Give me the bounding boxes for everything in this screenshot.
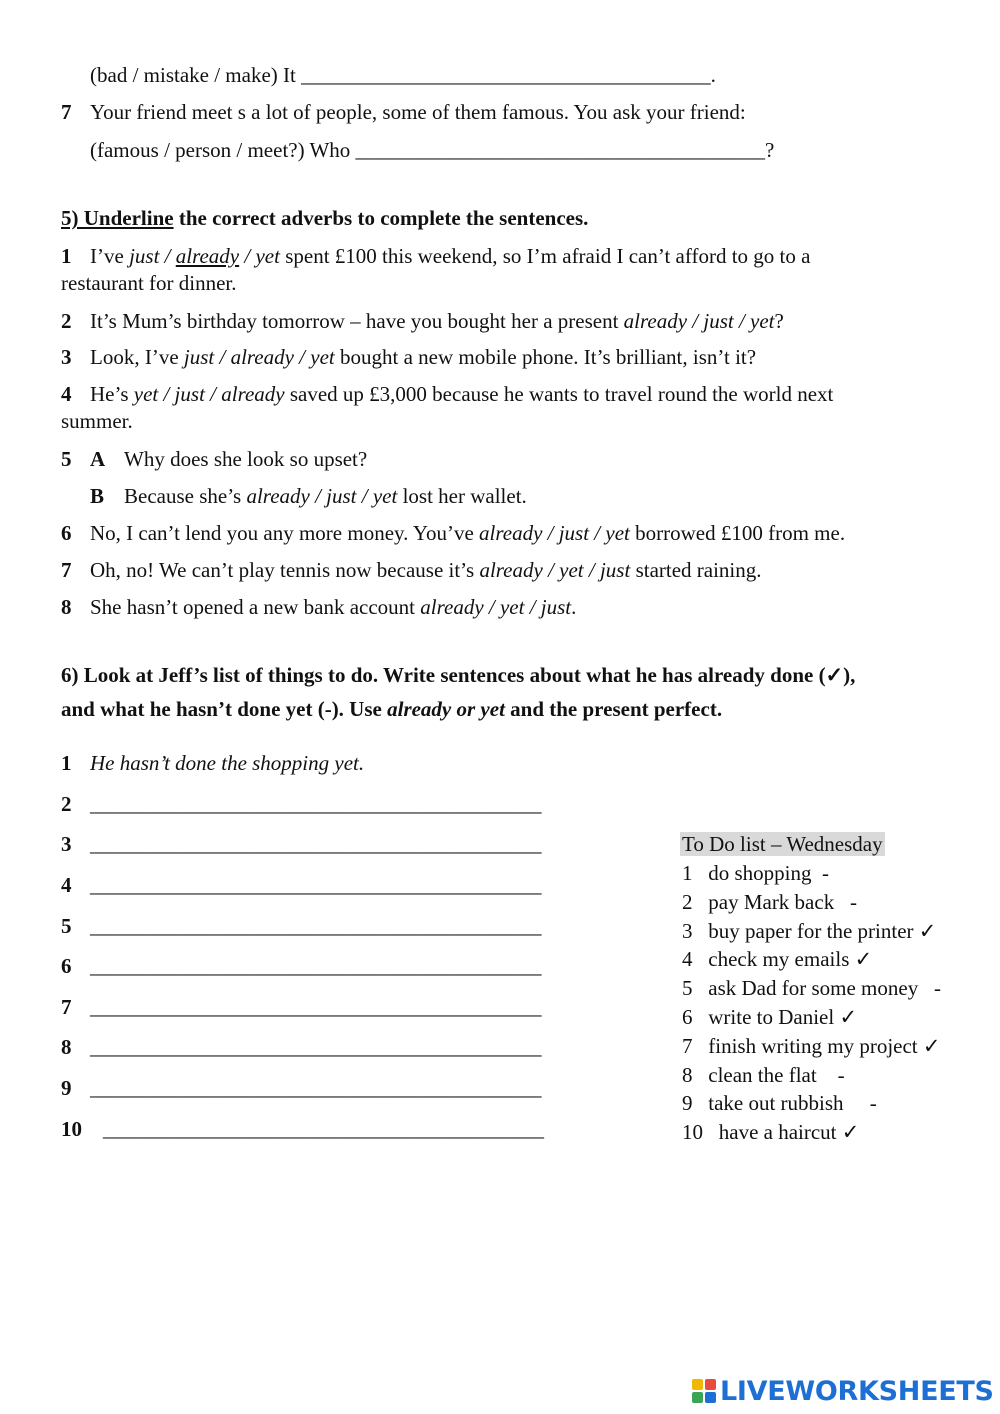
s5-item-1 bbox=[90, 244, 810, 269]
answer-number: 9 bbox=[61, 1076, 72, 1100]
answer-number: 5 bbox=[61, 914, 72, 938]
adverb-options[interactable]: already / just / yet bbox=[623, 309, 775, 333]
adverb-options[interactable]: yet / just / already bbox=[133, 382, 285, 406]
answer-line[interactable]: ___________________________________________ bbox=[90, 995, 542, 1019]
todo-item: 4 check my emails ✓ bbox=[682, 947, 873, 972]
todo-item: 1 do shopping - bbox=[682, 861, 829, 885]
s5-item-7-post: started raining. bbox=[630, 558, 762, 582]
s5-item-6-pre: No, I can’t lend you any more money. You’ve bbox=[90, 521, 480, 545]
s5-item-5-number: 5 bbox=[61, 447, 72, 471]
s5-item-4-pre: He’s bbox=[90, 382, 134, 406]
section6-title-line1: 6) Look at Jeff’s list of things to do. Write sentences about what he has already done (✓), bbox=[61, 663, 856, 687]
answer-number: 8 bbox=[61, 1035, 72, 1059]
s5-item-1-post: spent £100 this weekend, so I’m afraid I can’t afford to go to a bbox=[279, 244, 811, 268]
s5-item-1-number: 1 bbox=[61, 244, 72, 268]
speaker-b-text bbox=[124, 484, 527, 509]
speaker-b-pre: Because she’s bbox=[124, 484, 247, 508]
option-already-underlined[interactable]: already bbox=[175, 244, 240, 268]
s5-item-6-number: 6 bbox=[61, 521, 72, 545]
s5-item-4-post: saved up £3,000 because he wants to travel round the world next bbox=[284, 382, 834, 406]
s5-item-7 bbox=[90, 558, 762, 583]
option-yet[interactable]: yet bbox=[255, 244, 280, 268]
s5-item-3-pre: Look, I’ve bbox=[90, 345, 184, 369]
todo-list bbox=[680, 831, 885, 857]
option-sep: / bbox=[239, 244, 256, 268]
section6-line2-post: and the present perfect. bbox=[504, 697, 723, 721]
adverb-options[interactable]: already / just / yet bbox=[246, 484, 398, 508]
section5-title-underline: 5) Underline bbox=[61, 206, 174, 230]
answer-line[interactable]: __________________________________________ bbox=[103, 1117, 544, 1141]
todo-item: 9 take out rubbish - bbox=[682, 1091, 877, 1116]
s5-item-7-pre: Oh, no! We can’t play tennis now because it’s bbox=[90, 558, 480, 582]
s5-item-3-post: bought a new mobile phone. It’s brilliant, isn’t it? bbox=[334, 345, 757, 369]
answer-line[interactable]: ___________________________________________ bbox=[90, 1076, 542, 1100]
s5-item-3-number: 3 bbox=[61, 345, 72, 369]
answer-number: 4 bbox=[61, 873, 72, 897]
s5-item-2-pre: It’s Mum’s birthday tomorrow – have you bought her a present bbox=[90, 309, 624, 333]
section6-line2-pre: and what he hasn’t done yet (-). Use bbox=[61, 697, 388, 721]
s5-item-8-number: 8 bbox=[61, 595, 72, 619]
todo-item: 6 write to Daniel ✓ bbox=[682, 1004, 858, 1029]
answer-line[interactable]: ___________________________________________ bbox=[90, 914, 542, 938]
speaker-b-post: lost her wallet. bbox=[397, 484, 527, 508]
q7-number: 7 bbox=[61, 100, 72, 124]
answer-line[interactable]: ___________________________________________ bbox=[90, 873, 542, 897]
liveworksheets-logo-icon bbox=[692, 1379, 716, 1403]
s5-item-6 bbox=[90, 521, 845, 546]
s5-item-2-post: ? bbox=[774, 309, 784, 333]
section5-title-rest: the correct adverbs to complete the sentences. bbox=[173, 206, 589, 230]
adverb-options[interactable]: just / already / yet bbox=[183, 345, 335, 369]
s5-item-7-number: 7 bbox=[61, 558, 72, 582]
s5-item-3 bbox=[90, 345, 756, 370]
prompt-bad-mistake: (bad / mistake / make) It _______________________________________. bbox=[90, 63, 716, 87]
s5-item-6-post: borrowed £100 from me. bbox=[629, 521, 846, 545]
s5-item-4 bbox=[90, 382, 833, 407]
todo-item: 3 buy paper for the printer ✓ bbox=[682, 918, 937, 943]
answer-number: 10 bbox=[61, 1117, 82, 1141]
adverb-options[interactable]: already / yet / just bbox=[420, 595, 572, 619]
section5-title bbox=[61, 206, 588, 231]
todo-item: 8 clean the flat - bbox=[682, 1062, 845, 1087]
section6-title-line2 bbox=[61, 697, 722, 722]
todo-item: 7 finish writing my project ✓ bbox=[682, 1033, 941, 1058]
s5-item-4-number: 4 bbox=[61, 382, 72, 406]
option-sep: / bbox=[159, 244, 176, 268]
q7-text: Your friend meet s a lot of people, some of them famous. You ask your friend: bbox=[90, 100, 746, 124]
s5-item-1-pre: I’ve bbox=[90, 244, 130, 268]
s5-item-8-pre: She hasn’t opened a new bank account bbox=[90, 595, 421, 619]
section6-line2-italic: already or yet bbox=[387, 697, 505, 721]
s6-example-number: 1 bbox=[61, 751, 72, 775]
answer-line[interactable]: ___________________________________________ bbox=[90, 832, 542, 856]
todo-title: To Do list – Wednesday bbox=[682, 832, 883, 856]
speaker-a-text: Why does she look so upset? bbox=[124, 447, 368, 471]
answer-line[interactable]: ___________________________________________ bbox=[90, 1035, 542, 1059]
adverb-options[interactable]: already / yet / just bbox=[479, 558, 631, 582]
todo-items bbox=[682, 859, 941, 1147]
answer-number: 7 bbox=[61, 995, 72, 1019]
liveworksheets-logo-text: LIVEWORKSHEETS bbox=[720, 1375, 994, 1407]
answer-line[interactable]: ___________________________________________ bbox=[90, 954, 542, 978]
q7-prompt: (famous / person / meet?) Who _______________________________________? bbox=[90, 138, 775, 162]
s5-item-4-cont: summer. bbox=[61, 409, 133, 433]
s5-item-2 bbox=[90, 309, 784, 334]
s5-item-1-cont: restaurant for dinner. bbox=[61, 271, 237, 295]
answer-line[interactable]: ___________________________________________ bbox=[90, 792, 542, 816]
liveworksheets-logo[interactable] bbox=[692, 1374, 994, 1408]
s6-example-sentence: He hasn’t done the shopping yet. bbox=[90, 751, 365, 775]
todo-item: 5 ask Dad for some money - bbox=[682, 976, 941, 1001]
speaker-a-label: A bbox=[90, 447, 106, 471]
todo-item: 2 pay Mark back - bbox=[682, 889, 857, 914]
s5-item-2-number: 2 bbox=[61, 309, 72, 333]
option-just[interactable]: just bbox=[129, 244, 160, 268]
answer-number: 2 bbox=[61, 792, 72, 816]
answer-number: 3 bbox=[61, 832, 72, 856]
speaker-b-label: B bbox=[90, 484, 105, 508]
answer-number: 6 bbox=[61, 954, 72, 978]
s5-item-8 bbox=[90, 595, 576, 620]
adverb-options[interactable]: already / just / yet bbox=[479, 521, 630, 545]
s5-item-8-post: . bbox=[571, 595, 577, 619]
todo-item: 10 have a haircut ✓ bbox=[682, 1120, 860, 1145]
